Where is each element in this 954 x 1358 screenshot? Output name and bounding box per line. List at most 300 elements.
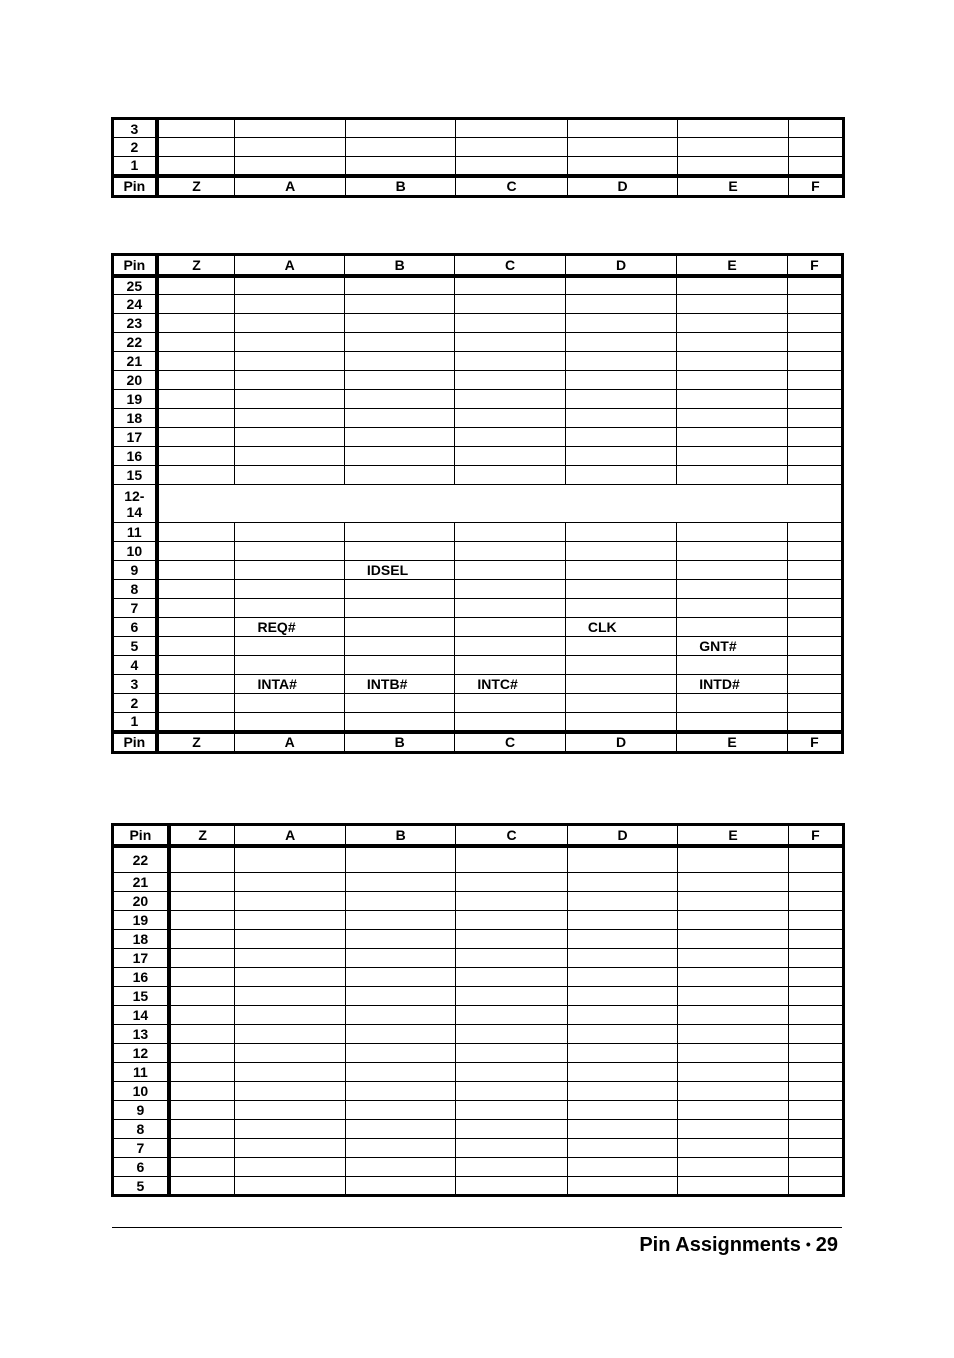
empty-cell (788, 846, 843, 873)
table-row (113, 713, 843, 732)
signal-cell: INTA# (235, 675, 344, 694)
pin-number: 6 (113, 1158, 169, 1177)
empty-cell (345, 949, 455, 968)
empty-cell (565, 447, 676, 466)
table-row (113, 466, 843, 485)
empty-cell (456, 1044, 567, 1063)
empty-cell (788, 157, 843, 176)
table-row (113, 409, 843, 428)
empty-cell (235, 987, 345, 1006)
empty-cell (157, 466, 235, 485)
table-row (113, 295, 843, 314)
empty-cell (567, 987, 677, 1006)
column-header-c: C (455, 732, 565, 753)
empty-cell (788, 1063, 843, 1082)
empty-cell (344, 333, 454, 352)
empty-cell (235, 1044, 345, 1063)
empty-cell (157, 713, 235, 732)
empty-cell (169, 911, 235, 930)
empty-cell (455, 656, 565, 675)
empty-cell (677, 409, 787, 428)
empty-cell (678, 949, 788, 968)
empty-cell (235, 873, 345, 892)
pin-number: 20 (113, 892, 169, 911)
empty-cell (455, 713, 565, 732)
empty-cell (157, 694, 235, 713)
empty-cell (567, 1082, 677, 1101)
column-footer-row (113, 732, 843, 753)
pin-number (113, 485, 157, 523)
empty-cell (567, 911, 677, 930)
empty-cell (567, 892, 677, 911)
merged-empty-cell (157, 485, 843, 523)
pin-table-1 (111, 117, 845, 198)
empty-cell (456, 987, 567, 1006)
empty-cell (788, 119, 843, 138)
empty-cell (455, 428, 565, 447)
table-row (113, 1177, 844, 1196)
empty-cell (235, 1158, 345, 1177)
empty-cell (157, 599, 235, 618)
table-row (113, 846, 844, 873)
empty-cell (169, 930, 235, 949)
empty-cell (455, 352, 565, 371)
empty-cell (345, 1006, 455, 1025)
empty-cell (169, 1025, 235, 1044)
pin-number: 10 (113, 1082, 169, 1101)
table-row (113, 314, 843, 333)
empty-cell (235, 276, 344, 295)
empty-cell (344, 428, 454, 447)
empty-cell (678, 1158, 788, 1177)
empty-cell (788, 892, 843, 911)
empty-cell (787, 542, 842, 561)
column-header-d: D (565, 255, 676, 276)
empty-cell (788, 930, 843, 949)
pin-number: 8 (113, 580, 157, 599)
table-row (113, 542, 843, 561)
pin-number: 23 (113, 314, 157, 333)
pin-number: 25 (113, 276, 157, 295)
pin-number: 20 (113, 371, 157, 390)
column-header-b: B (345, 176, 455, 197)
empty-cell (169, 968, 235, 987)
empty-cell (677, 276, 787, 295)
empty-cell (157, 295, 235, 314)
footer-title: Pin Assignments (639, 1234, 801, 1256)
column-header-pin: Pin (113, 255, 157, 276)
empty-cell (787, 599, 842, 618)
empty-cell (678, 911, 788, 930)
empty-cell (235, 1120, 345, 1139)
pin-number: 10 (113, 542, 157, 561)
empty-cell (235, 1101, 345, 1120)
empty-cell (345, 1158, 455, 1177)
empty-cell (677, 352, 787, 371)
table-row (113, 618, 843, 637)
empty-cell (456, 1025, 567, 1044)
empty-cell (787, 561, 842, 580)
empty-cell (677, 713, 787, 732)
empty-cell (567, 949, 677, 968)
empty-cell (456, 1006, 567, 1025)
empty-cell (787, 428, 842, 447)
empty-cell (157, 637, 235, 656)
empty-cell (677, 447, 787, 466)
empty-cell (677, 466, 787, 485)
empty-cell (235, 892, 345, 911)
pin-number: 6 (113, 618, 157, 637)
empty-cell (345, 1025, 455, 1044)
signal-cell: INTB# (344, 675, 454, 694)
empty-cell (169, 987, 235, 1006)
empty-cell (345, 968, 455, 987)
empty-cell (567, 1139, 677, 1158)
column-header-a: A (235, 732, 344, 753)
empty-cell (157, 157, 235, 176)
empty-cell (157, 138, 235, 157)
empty-cell (456, 1101, 567, 1120)
empty-cell (157, 276, 235, 295)
signal-cell: INTD# (677, 675, 787, 694)
empty-cell (235, 1025, 345, 1044)
table-row (113, 873, 844, 892)
pin-number: 19 (113, 390, 157, 409)
pin-number: 16 (113, 968, 169, 987)
empty-cell (345, 930, 455, 949)
empty-cell (565, 694, 676, 713)
empty-cell (787, 656, 842, 675)
empty-cell (455, 542, 565, 561)
empty-cell (456, 892, 567, 911)
pin-number: 3 (113, 119, 157, 138)
empty-cell (788, 987, 843, 1006)
empty-cell (788, 1006, 843, 1025)
empty-cell (787, 314, 842, 333)
column-header-a: A (235, 255, 344, 276)
empty-cell (456, 1177, 567, 1196)
page-number: 29 (815, 1234, 838, 1256)
pin-number: 1 (113, 713, 157, 732)
empty-cell (456, 911, 567, 930)
pin-number: 9 (113, 1101, 169, 1120)
empty-cell (678, 1025, 788, 1044)
empty-cell (787, 295, 842, 314)
empty-cell (565, 276, 676, 295)
pin-table-2 (111, 253, 844, 754)
empty-cell (235, 968, 345, 987)
empty-cell (235, 409, 344, 428)
empty-cell (235, 694, 344, 713)
empty-cell (345, 1120, 455, 1139)
empty-cell (456, 1158, 567, 1177)
empty-cell (344, 694, 454, 713)
empty-cell (677, 694, 787, 713)
empty-cell (235, 1063, 345, 1082)
empty-cell (567, 1177, 677, 1196)
empty-cell (788, 1177, 843, 1196)
empty-cell (235, 352, 344, 371)
empty-cell (157, 352, 235, 371)
pin-number: 13 (113, 1025, 169, 1044)
empty-cell (157, 333, 235, 352)
empty-cell (788, 968, 843, 987)
table-row (113, 580, 843, 599)
empty-cell (567, 873, 677, 892)
empty-cell (235, 846, 345, 873)
empty-cell (344, 523, 454, 542)
empty-cell (169, 1177, 235, 1196)
empty-cell (678, 930, 788, 949)
column-header-pin: Pin (113, 732, 157, 753)
empty-cell (157, 675, 235, 694)
empty-cell (235, 713, 344, 732)
empty-cell (567, 1025, 677, 1044)
empty-cell (565, 466, 676, 485)
pin-number: 2 (113, 138, 157, 157)
empty-cell (344, 352, 454, 371)
table-row (113, 637, 843, 656)
empty-cell (235, 314, 344, 333)
empty-cell (235, 466, 344, 485)
empty-cell (565, 523, 676, 542)
empty-cell (677, 371, 787, 390)
empty-cell (455, 466, 565, 485)
empty-cell (567, 930, 677, 949)
empty-cell (169, 873, 235, 892)
empty-cell (456, 949, 567, 968)
table-row (113, 675, 843, 694)
empty-cell (678, 846, 788, 873)
empty-cell (235, 119, 345, 138)
empty-cell (678, 892, 788, 911)
empty-cell (565, 314, 676, 333)
pin-number: 17 (113, 428, 157, 447)
empty-cell (345, 873, 455, 892)
empty-cell (678, 987, 788, 1006)
empty-cell (235, 1006, 345, 1025)
empty-cell (157, 409, 235, 428)
empty-cell (565, 599, 676, 618)
column-header-z: Z (169, 825, 235, 846)
empty-cell (787, 371, 842, 390)
column-header-pin: Pin (113, 176, 157, 197)
table-row (113, 428, 843, 447)
empty-cell (677, 561, 787, 580)
empty-cell (788, 1120, 843, 1139)
empty-cell (787, 276, 842, 295)
pin-number: 16 (113, 447, 157, 466)
table-row (113, 523, 843, 542)
empty-cell (345, 987, 455, 1006)
empty-cell (565, 637, 676, 656)
empty-cell (345, 138, 455, 157)
empty-cell (678, 1139, 788, 1158)
empty-cell (456, 873, 567, 892)
table-row (113, 1063, 844, 1082)
empty-cell (787, 523, 842, 542)
empty-cell (567, 1044, 677, 1063)
column-header-row (113, 255, 843, 276)
pin-number: 22 (113, 333, 157, 352)
table-row (113, 157, 844, 176)
empty-cell (677, 580, 787, 599)
empty-cell (787, 466, 842, 485)
table-row (113, 371, 843, 390)
empty-cell (788, 1025, 843, 1044)
pin-number: 19 (113, 911, 169, 930)
empty-cell (235, 637, 344, 656)
empty-cell (678, 1063, 788, 1082)
empty-cell (345, 1063, 455, 1082)
empty-cell (455, 580, 565, 599)
empty-cell (235, 138, 345, 157)
empty-cell (455, 295, 565, 314)
column-header-f: F (787, 732, 842, 753)
empty-cell (169, 1044, 235, 1063)
empty-cell (678, 1006, 788, 1025)
empty-cell (345, 892, 455, 911)
empty-cell (678, 1044, 788, 1063)
empty-cell (344, 409, 454, 428)
merged-row (113, 485, 843, 523)
table-row (113, 1101, 844, 1120)
empty-cell (169, 1006, 235, 1025)
empty-cell (235, 911, 345, 930)
column-header-a: A (235, 825, 345, 846)
table-row (113, 599, 843, 618)
empty-cell (567, 1120, 677, 1139)
empty-cell (157, 523, 235, 542)
table-row (113, 561, 843, 580)
empty-cell (456, 968, 567, 987)
empty-cell (565, 561, 676, 580)
empty-cell (565, 295, 676, 314)
signal-cell: IDSEL (344, 561, 454, 580)
table-row (113, 276, 843, 295)
pin-number: 3 (113, 675, 157, 694)
pin-number: 12 (113, 1044, 169, 1063)
pin-number: 11 (113, 1063, 169, 1082)
empty-cell (235, 390, 344, 409)
empty-cell (787, 409, 842, 428)
column-header-f: F (788, 825, 843, 846)
pin-number: 7 (113, 599, 157, 618)
empty-cell (235, 295, 344, 314)
pin-number: 5 (113, 637, 157, 656)
empty-cell (157, 656, 235, 675)
empty-cell (565, 428, 676, 447)
empty-cell (344, 637, 454, 656)
empty-cell (235, 1139, 345, 1158)
empty-cell (157, 371, 235, 390)
pin-number: 21 (113, 352, 157, 371)
column-header-c: C (455, 255, 565, 276)
empty-cell (157, 580, 235, 599)
empty-cell (678, 119, 788, 138)
signal-cell: REQ# (235, 618, 344, 637)
pin-table-3 (111, 823, 845, 1197)
empty-cell (567, 1063, 677, 1082)
empty-cell (345, 119, 455, 138)
column-header-f: F (787, 255, 842, 276)
empty-cell (677, 295, 787, 314)
table-row (113, 694, 843, 713)
column-header-d: D (567, 176, 677, 197)
empty-cell (788, 1101, 843, 1120)
empty-cell (235, 561, 344, 580)
empty-cell (787, 618, 842, 637)
pin-number: 24 (113, 295, 157, 314)
empty-cell (344, 542, 454, 561)
empty-cell (455, 409, 565, 428)
empty-cell (456, 1139, 567, 1158)
empty-cell (788, 949, 843, 968)
table-row (113, 1120, 844, 1139)
empty-cell (344, 713, 454, 732)
page-footer (639, 1232, 838, 1257)
empty-cell (787, 694, 842, 713)
empty-cell (787, 675, 842, 694)
empty-cell (344, 314, 454, 333)
empty-cell (456, 1082, 567, 1101)
column-header-a: A (235, 176, 345, 197)
table-row (113, 1158, 844, 1177)
column-header-z: Z (157, 176, 235, 197)
empty-cell (455, 637, 565, 656)
column-header-pin: Pin (113, 825, 169, 846)
empty-cell (235, 930, 345, 949)
pin-number: 14 (113, 1006, 169, 1025)
pin-number: 7 (113, 1139, 169, 1158)
pin-number: 17 (113, 949, 169, 968)
column-header-c: C (456, 176, 567, 197)
pin-number: 8 (113, 1120, 169, 1139)
pin-range-end: 14 (126, 503, 143, 520)
empty-cell (455, 561, 565, 580)
empty-cell (567, 1158, 677, 1177)
empty-cell (235, 580, 344, 599)
footer-rule (112, 1227, 842, 1228)
table-row (113, 1044, 844, 1063)
empty-cell (565, 675, 676, 694)
empty-cell (235, 1177, 345, 1196)
empty-cell (455, 599, 565, 618)
empty-cell (344, 371, 454, 390)
empty-cell (456, 846, 567, 873)
empty-cell (678, 138, 788, 157)
column-header-e: E (678, 176, 788, 197)
empty-cell (567, 968, 677, 987)
empty-cell (677, 333, 787, 352)
empty-cell (344, 447, 454, 466)
empty-cell (455, 523, 565, 542)
empty-cell (787, 447, 842, 466)
empty-cell (345, 1177, 455, 1196)
table-row (113, 447, 843, 466)
table-row (113, 1006, 844, 1025)
empty-cell (787, 390, 842, 409)
empty-cell (345, 846, 455, 873)
empty-cell (169, 949, 235, 968)
empty-cell (455, 314, 565, 333)
empty-cell (565, 580, 676, 599)
empty-cell (677, 542, 787, 561)
empty-cell (787, 637, 842, 656)
empty-cell (787, 352, 842, 371)
empty-cell (344, 599, 454, 618)
table-row (113, 930, 844, 949)
